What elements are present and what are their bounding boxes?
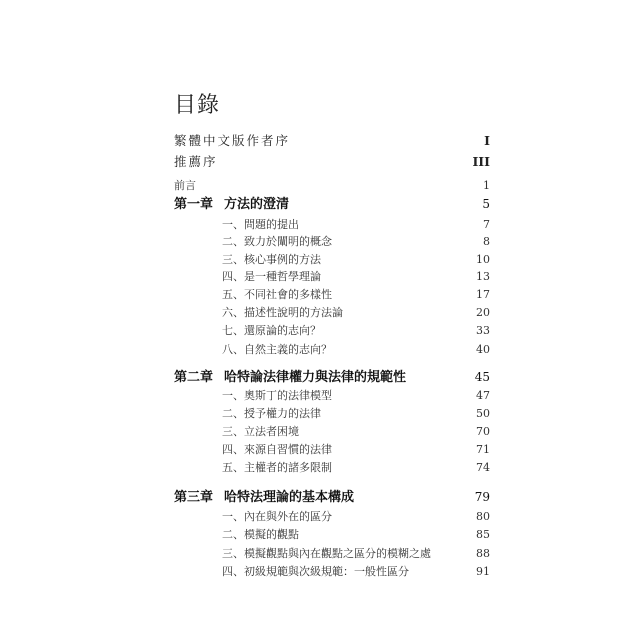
chapter-title: 哈特法理論的基本構成 bbox=[224, 490, 355, 505]
section-label: 一、問題的提出 bbox=[222, 218, 299, 231]
toc-section[interactable] bbox=[174, 268, 490, 284]
section-page-number: 40 bbox=[476, 343, 490, 356]
section-label: 三、模擬觀點與內在觀點之區分的模糊之處 bbox=[222, 547, 431, 560]
toc-section[interactable] bbox=[174, 322, 490, 338]
entry-page-number: 1 bbox=[483, 179, 490, 192]
section-page-number: 13 bbox=[476, 270, 490, 283]
section-label: 四、來源自習慣的法律 bbox=[222, 443, 332, 456]
section-page-number: 33 bbox=[476, 324, 490, 337]
section-label: 二、授予權力的法律 bbox=[222, 407, 321, 420]
chapter-page-number: 79 bbox=[474, 490, 490, 504]
page-title: 目錄 bbox=[174, 93, 221, 118]
toc-chapter-3[interactable] bbox=[174, 486, 490, 505]
toc-section[interactable] bbox=[174, 459, 490, 475]
chapter-number: 第三章 bbox=[174, 490, 214, 505]
section-page-number: 17 bbox=[476, 288, 490, 301]
toc-section[interactable] bbox=[174, 304, 490, 320]
toc-section[interactable] bbox=[174, 508, 490, 524]
section-label: 三、核心事例的方法 bbox=[222, 253, 321, 266]
entry-label: 繁體中文版作者序 bbox=[174, 133, 291, 148]
toc-section[interactable] bbox=[174, 405, 490, 421]
toc-entry-introduction[interactable] bbox=[174, 177, 490, 193]
section-page-number: 71 bbox=[476, 443, 490, 456]
toc-section[interactable] bbox=[174, 251, 490, 267]
toc-section[interactable] bbox=[174, 233, 490, 249]
chapter-number: 第一章 bbox=[174, 197, 214, 212]
chapter-number: 第二章 bbox=[174, 370, 214, 385]
section-label: 三、立法者困境 bbox=[222, 425, 299, 438]
toc-chapter-2[interactable] bbox=[174, 366, 490, 385]
section-label: 五、主權者的諸多限制 bbox=[222, 461, 332, 474]
toc-section[interactable] bbox=[174, 545, 490, 561]
toc-section[interactable] bbox=[174, 387, 490, 403]
section-label: 二、致力於闡明的概念 bbox=[222, 235, 332, 248]
toc-section[interactable] bbox=[174, 526, 490, 542]
toc-section[interactable] bbox=[174, 341, 490, 357]
toc-chapter-1[interactable] bbox=[174, 193, 490, 212]
section-page-number: 8 bbox=[483, 235, 490, 248]
section-label: 五、不同社會的多樣性 bbox=[222, 288, 332, 301]
section-label: 四、是一種哲學理論 bbox=[222, 270, 321, 283]
section-page-number: 85 bbox=[476, 528, 490, 541]
section-label: 七、還原論的志向？ bbox=[222, 324, 321, 337]
toc-section[interactable] bbox=[174, 441, 490, 457]
chapter-title: 方法的澄清 bbox=[224, 197, 290, 212]
chapter-title: 哈特論法律權力與法律的規範性 bbox=[224, 370, 407, 385]
chapter-page-number: 5 bbox=[482, 197, 490, 211]
section-label: 八、自然主義的志向？ bbox=[222, 343, 332, 356]
chapter-page-number: 45 bbox=[474, 370, 490, 384]
entry-page-number: III bbox=[472, 154, 490, 169]
section-page-number: 20 bbox=[476, 306, 490, 319]
section-page-number: 50 bbox=[476, 407, 490, 420]
toc-section[interactable] bbox=[174, 216, 490, 232]
section-label: 二、模擬的觀點 bbox=[222, 528, 299, 541]
toc-entry-preface-author[interactable] bbox=[174, 131, 490, 149]
section-label: 四、初級規範與次級規範：一般性區分 bbox=[222, 565, 409, 578]
section-page-number: 47 bbox=[476, 389, 490, 402]
section-label: 一、內在與外在的區分 bbox=[222, 510, 332, 523]
toc-section[interactable] bbox=[174, 286, 490, 302]
section-page-number: 70 bbox=[476, 425, 490, 438]
toc-entry-recommendation-preface[interactable] bbox=[174, 152, 490, 170]
toc-section[interactable] bbox=[174, 423, 490, 439]
section-page-number: 91 bbox=[476, 565, 490, 578]
section-page-number: 80 bbox=[476, 510, 490, 523]
entry-page-number: I bbox=[484, 133, 490, 148]
section-page-number: 10 bbox=[476, 253, 490, 266]
section-label: 一、奧斯丁的法律模型 bbox=[222, 389, 332, 402]
section-page-number: 7 bbox=[483, 218, 490, 231]
entry-label: 推薦序 bbox=[174, 154, 218, 169]
section-page-number: 88 bbox=[476, 547, 490, 560]
toc-section[interactable] bbox=[174, 563, 490, 579]
section-page-number: 74 bbox=[476, 461, 490, 474]
entry-label: 前言 bbox=[174, 179, 196, 192]
section-label: 六、描述性說明的方法論 bbox=[222, 306, 343, 319]
